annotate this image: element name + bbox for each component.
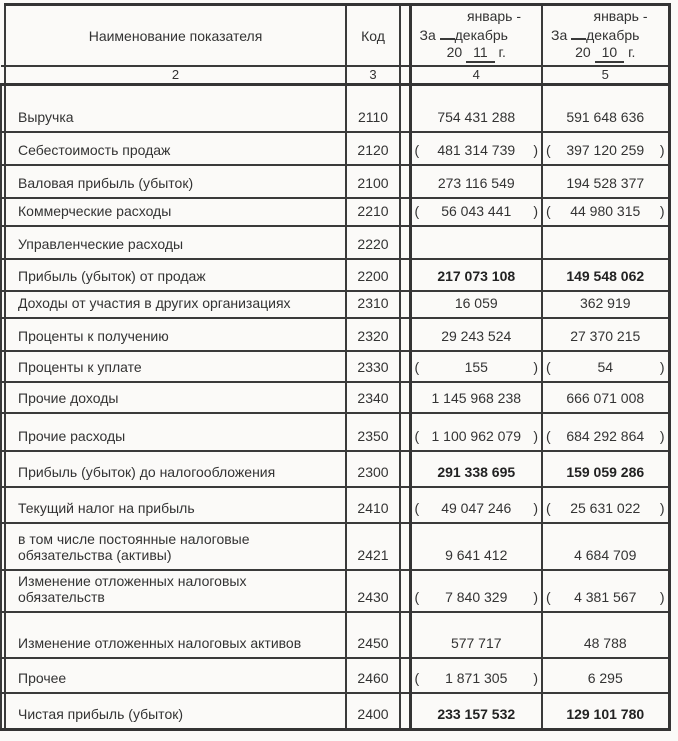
indicator-name: Управленческие расходы xyxy=(18,236,184,252)
code-cell: 2200 xyxy=(346,259,400,291)
blank-underline xyxy=(571,25,586,40)
value: 362 919 xyxy=(579,295,631,311)
za-label: За xyxy=(551,27,568,43)
value-2011-cell xyxy=(410,693,542,729)
indicator-name-cell xyxy=(5,487,346,523)
value-2010-cell xyxy=(542,84,669,132)
period-prefix: январь - xyxy=(593,8,648,24)
value-2011-cell xyxy=(410,318,542,351)
century-label: 20 xyxy=(575,44,591,60)
value: 48 788 xyxy=(583,635,627,651)
value-2011-cell xyxy=(410,570,542,612)
value-2011-cell xyxy=(410,132,542,165)
table-row xyxy=(1,487,669,523)
value-2011-cell xyxy=(410,487,542,523)
column-gap xyxy=(400,84,410,132)
table-row xyxy=(1,413,669,451)
value-2010-cell xyxy=(542,523,669,570)
code-cell: 2210 xyxy=(346,198,400,226)
code-cell: 2340 xyxy=(346,382,400,413)
table-row xyxy=(1,132,669,165)
table-row xyxy=(1,318,669,351)
table-header-row xyxy=(1,5,669,67)
column-gap xyxy=(400,658,410,693)
value: 591 648 636 xyxy=(566,109,645,125)
value: 159 059 286 xyxy=(566,464,645,480)
column-gap xyxy=(400,291,410,318)
code-cell: 2220 xyxy=(346,226,400,259)
year-line xyxy=(543,44,668,63)
period-line xyxy=(412,25,542,44)
value-2010-cell xyxy=(542,382,669,413)
indicator-name-cell xyxy=(5,693,346,729)
value: 149 548 062 xyxy=(566,268,645,284)
period-prefix: январь - xyxy=(466,8,521,24)
blank-underline xyxy=(440,25,455,40)
indicator-name-cell xyxy=(5,318,346,351)
value-2011-cell xyxy=(410,291,542,318)
code-cell: 2400 xyxy=(346,693,400,729)
code-cell: 2320 xyxy=(346,318,400,351)
table-row xyxy=(1,351,669,382)
value: 129 101 780 xyxy=(566,705,645,722)
column-gap xyxy=(400,5,410,67)
value-2010-cell xyxy=(542,132,669,165)
value-2010-cell xyxy=(542,259,669,291)
table-row xyxy=(1,658,669,693)
value-2010-cell xyxy=(542,198,669,226)
indicator-name: Прибыль (убыток) от продаж xyxy=(18,268,206,284)
negative-value: ( 7 840 329 ) xyxy=(414,589,538,605)
column-number-row xyxy=(1,66,669,84)
negative-value: ( 25 631 022 ) xyxy=(546,500,665,516)
value: 1 145 968 238 xyxy=(431,390,522,406)
value-2010-cell xyxy=(542,693,669,729)
column-gap xyxy=(400,351,410,382)
value: 273 116 549 xyxy=(437,175,515,191)
value: 9 641 412 xyxy=(445,547,508,563)
code-cell: 2350 xyxy=(346,413,400,451)
indicator-name-cell xyxy=(5,382,346,413)
value-2010-cell xyxy=(542,570,669,612)
code-cell: 2450 xyxy=(346,612,400,658)
negative-value: ( 44 980 315 ) xyxy=(546,203,665,219)
income-statement-table xyxy=(0,3,671,731)
value-2010-cell xyxy=(542,351,669,382)
table-row xyxy=(1,523,669,570)
indicator-name-cell xyxy=(5,291,346,318)
value-2010-cell xyxy=(542,487,669,523)
column-gap xyxy=(400,259,410,291)
code-cell: 2100 xyxy=(346,165,400,198)
month-label: декабрь xyxy=(586,27,640,43)
indicator-name: в том числе постоянные налоговые обязательства (активы) xyxy=(18,531,250,563)
table-row xyxy=(1,451,669,487)
value-2010-cell xyxy=(542,658,669,693)
table-row xyxy=(1,198,669,226)
indicator-name-cell xyxy=(5,198,346,226)
value-2011-cell xyxy=(410,165,542,198)
table-row xyxy=(1,165,669,198)
negative-value: ( 155 ) xyxy=(414,359,538,375)
value: 233 157 532 xyxy=(437,705,516,722)
code-cell: 2300 xyxy=(346,451,400,487)
table-row xyxy=(1,259,669,291)
table-row xyxy=(1,291,669,318)
year-suffix: г. xyxy=(628,44,636,60)
period-2011-header xyxy=(410,5,542,67)
indicator-name: Выручка xyxy=(18,109,74,125)
indicator-name-cell xyxy=(5,413,346,451)
value-2011-cell xyxy=(410,382,542,413)
year-suffix: г. xyxy=(498,44,506,60)
negative-value: ( 397 120 259 ) xyxy=(546,142,665,158)
indicator-name: Текущий налог на прибыль xyxy=(18,500,195,516)
value-2010-cell xyxy=(542,413,669,451)
indicator-name-cell xyxy=(5,132,346,165)
indicator-name: Себестоимость продаж xyxy=(18,142,171,158)
code-cell: 2460 xyxy=(346,658,400,693)
column-gap xyxy=(400,66,410,84)
value: 4 684 709 xyxy=(574,547,637,563)
value: 6 295 xyxy=(587,670,623,686)
negative-value: ( 56 043 441 ) xyxy=(414,203,538,219)
period-line xyxy=(543,25,668,44)
indicator-name-cell xyxy=(5,351,346,382)
code-cell: 2330 xyxy=(346,351,400,382)
code-header: Код xyxy=(346,5,400,67)
column-gap xyxy=(400,318,410,351)
value-2011-cell xyxy=(410,259,542,291)
column-gap xyxy=(400,165,410,198)
value: 577 717 xyxy=(450,635,502,651)
indicator-name: Проценты к уплате xyxy=(18,359,142,375)
column-number: 3 xyxy=(346,66,400,84)
negative-value: ( 684 292 864 ) xyxy=(546,428,665,444)
indicator-name-cell xyxy=(5,612,346,658)
indicator-name-cell xyxy=(5,226,346,259)
value-2010-cell xyxy=(542,291,669,318)
year-2011: 11 xyxy=(466,44,495,63)
column-gap xyxy=(400,132,410,165)
column-gap xyxy=(400,693,410,729)
value-2010-cell xyxy=(542,165,669,198)
value-2011-cell xyxy=(410,523,542,570)
indicator-name: Прочие доходы xyxy=(18,390,119,406)
value-2011-cell xyxy=(410,351,542,382)
value-2011-cell xyxy=(410,84,542,132)
value: 16 059 xyxy=(454,295,498,311)
indicator-name: Валовая прибыль (убыток) xyxy=(18,175,194,191)
value: 29 243 524 xyxy=(441,328,512,344)
indicator-name: Прочее xyxy=(18,670,67,686)
code-cell: 2421 xyxy=(346,523,400,570)
negative-value: ( 1 871 305 ) xyxy=(414,670,538,686)
za-label: За xyxy=(419,27,436,43)
year-line xyxy=(412,44,542,63)
code-cell: 2410 xyxy=(346,487,400,523)
value-2010-cell xyxy=(542,612,669,658)
table-row xyxy=(1,84,669,132)
value: 666 071 008 xyxy=(566,390,645,406)
value-2011-cell xyxy=(410,612,542,658)
value: 27 370 215 xyxy=(570,328,641,344)
value-2011-cell xyxy=(410,226,542,259)
negative-value: ( 4 381 567 ) xyxy=(546,589,665,605)
indicator-name: Доходы от участия в других организациях xyxy=(18,295,291,311)
indicator-name: Чистая прибыль (убыток) xyxy=(18,705,184,722)
code-cell: 2310 xyxy=(346,291,400,318)
table-row xyxy=(1,382,669,413)
column-gap xyxy=(400,487,410,523)
value-2010-cell xyxy=(542,318,669,351)
table-row xyxy=(1,612,669,658)
table-row xyxy=(1,693,669,729)
column-number: 5 xyxy=(542,66,669,84)
column-number: 2 xyxy=(5,66,346,84)
value-2010-cell xyxy=(542,226,669,259)
column-gap xyxy=(400,226,410,259)
indicator-name: Коммерческие расходы xyxy=(18,203,172,219)
column-gap xyxy=(400,523,410,570)
indicator-name-cell xyxy=(5,570,346,612)
indicator-name: Прибыль (убыток) до налогообложения xyxy=(18,464,276,480)
negative-value: ( 481 314 739 ) xyxy=(414,142,538,158)
value: 194 528 377 xyxy=(566,175,645,191)
column-gap xyxy=(400,612,410,658)
value: 754 431 288 xyxy=(437,109,516,125)
table-row xyxy=(1,226,669,259)
month-label: декабрь xyxy=(454,27,508,43)
value-2011-cell xyxy=(410,198,542,226)
value: 217 073 108 xyxy=(437,268,516,284)
value: 291 338 695 xyxy=(437,464,516,480)
indicator-name: Изменение отложенных налоговых активов xyxy=(18,635,302,651)
negative-value: ( 1 100 962 079 ) xyxy=(414,428,538,444)
value-2011-cell xyxy=(410,658,542,693)
indicator-name-cell xyxy=(5,451,346,487)
indicator-name-cell xyxy=(5,84,346,132)
code-cell: 2120 xyxy=(346,132,400,165)
column-gap xyxy=(400,413,410,451)
year-2010: 10 xyxy=(595,44,625,63)
column-number: 4 xyxy=(410,66,542,84)
indicator-name-header: Наименование показателя xyxy=(5,5,346,67)
table-row xyxy=(1,570,669,612)
value-2010-cell xyxy=(542,451,669,487)
indicator-name-cell xyxy=(5,523,346,570)
indicator-name-cell xyxy=(5,259,346,291)
value-2011-cell xyxy=(410,413,542,451)
code-cell: 2430 xyxy=(346,570,400,612)
value-2011-cell xyxy=(410,451,542,487)
indicator-name: Прочие расходы xyxy=(18,428,126,444)
column-gap xyxy=(400,198,410,226)
indicator-name: Проценты к получению xyxy=(18,328,169,344)
column-gap xyxy=(400,451,410,487)
indicator-name-cell xyxy=(5,658,346,693)
column-gap xyxy=(400,382,410,413)
negative-value: ( 54 ) xyxy=(546,359,665,375)
indicator-name-cell xyxy=(5,165,346,198)
code-cell: 2110 xyxy=(346,84,400,132)
indicator-name: Изменение отложенных налоговых обязательств xyxy=(18,573,247,605)
period-2010-header xyxy=(542,5,669,67)
century-label: 20 xyxy=(446,44,463,60)
negative-value: ( 49 047 246 ) xyxy=(414,500,538,516)
column-gap xyxy=(400,570,410,612)
table-body xyxy=(1,84,669,729)
